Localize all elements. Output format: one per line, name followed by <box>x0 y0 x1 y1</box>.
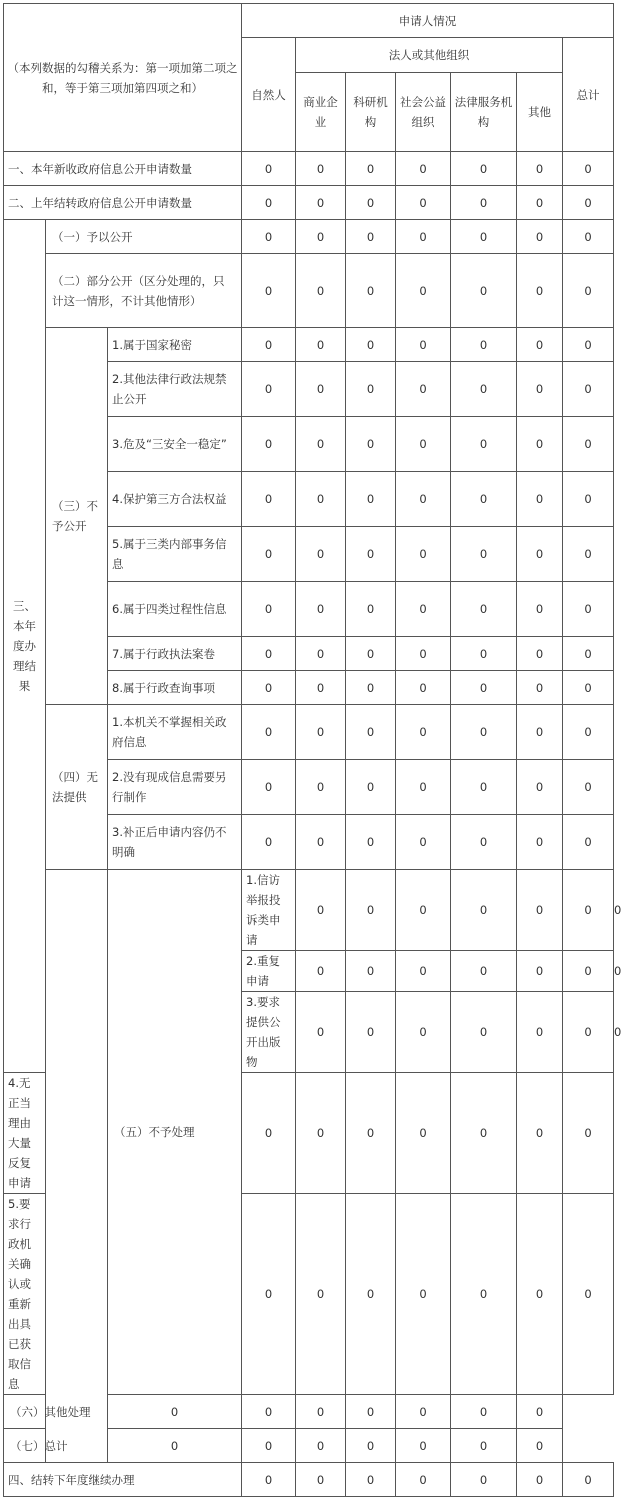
cell-value: 0 <box>296 472 346 527</box>
row-label: 一、本年新收政府信息公开申请数量 <box>4 152 242 186</box>
cell-value: 0 <box>346 220 396 254</box>
cell-value: 0 <box>517 582 563 637</box>
cell-value: 0 <box>396 637 451 671</box>
cell-value: 0 <box>346 951 396 992</box>
row-label: 4.保护第三方合法权益 <box>108 472 242 527</box>
cell-value: 0 <box>563 186 614 220</box>
cell-value: 0 <box>563 254 614 328</box>
cell-value: 0 <box>296 362 346 417</box>
cell-value: 0 <box>396 328 451 362</box>
cell-value: 0 <box>396 671 451 705</box>
cell-value: 0 <box>451 637 517 671</box>
cell-value: 0 <box>396 870 451 951</box>
cell-value: 0 <box>563 951 614 992</box>
cell-value: 0 <box>563 671 614 705</box>
cell-value: 0 <box>296 1395 346 1429</box>
row-label: 2.没有现成信息需要另行制作 <box>108 760 242 815</box>
cell-value: 0 <box>563 1073 614 1194</box>
cell-value: 0 <box>296 671 346 705</box>
cell-value: 0 <box>396 1463 451 1497</box>
cell-value: 0 <box>563 328 614 362</box>
header-note: （本列数据的勾稽关系为：第一项加第二项之和，等于第三项加第四项之和） <box>4 4 242 152</box>
cell-value: 0 <box>296 1194 346 1395</box>
row-label: （六）其他处理 <box>4 1395 108 1429</box>
cell-value: 0 <box>396 472 451 527</box>
row-label: （七）总计 <box>4 1429 108 1463</box>
cell-value: 0 <box>451 705 517 760</box>
cell-value: 0 <box>346 362 396 417</box>
table-row <box>4 1429 614 1463</box>
cell-value: 0 <box>451 186 517 220</box>
cell-value: 0 <box>346 705 396 760</box>
cell-value: 0 <box>242 328 296 362</box>
cell-value: 0 <box>296 1463 346 1497</box>
cell-value: 0 <box>242 1073 296 1194</box>
cell-value: 0 <box>451 1429 517 1463</box>
cell-value: 0 <box>563 1463 614 1497</box>
cell-value: 0 <box>517 1395 563 1429</box>
row-label: 5.属于三类内部事务信息 <box>108 527 242 582</box>
cell-value: 0 <box>296 705 346 760</box>
cell-value: 0 <box>517 870 563 951</box>
cell-value: 0 <box>563 992 614 1073</box>
cell-value: 0 <box>451 992 517 1073</box>
cell-value: 0 <box>451 417 517 472</box>
cell-value: 0 <box>563 1194 614 1395</box>
header-natural-person: 自然人 <box>242 38 296 152</box>
cell-value: 0 <box>563 362 614 417</box>
row-label: 6.属于四类过程性信息 <box>108 582 242 637</box>
cell-value: 0 <box>396 362 451 417</box>
cell-value: 0 <box>242 152 296 186</box>
cell-value: 0 <box>346 1395 396 1429</box>
cell-value: 0 <box>346 254 396 328</box>
cell-value: 0 <box>346 417 396 472</box>
cell-value: 0 <box>346 1194 396 1395</box>
cell-value: 0 <box>517 362 563 417</box>
cell-value: 0 <box>346 671 396 705</box>
cell-value: 0 <box>517 472 563 527</box>
header-legal-group: 法人或其他组织 <box>296 38 563 73</box>
cell-value: 0 <box>396 417 451 472</box>
table-row <box>4 1463 614 1497</box>
cell-value: 0 <box>451 582 517 637</box>
cell-value: 0 <box>517 671 563 705</box>
table-row: 2.重复申请 0 0 0 0 0 0 0 <box>4 951 614 992</box>
cell-value: 0 <box>396 220 451 254</box>
cell-value: 0 <box>296 328 346 362</box>
cell-value: 0 <box>396 1395 451 1429</box>
cell-value: 0 <box>563 870 614 951</box>
cell-value: 0 <box>296 1073 346 1194</box>
cell-value: 0 <box>396 815 451 870</box>
cell-value: 0 <box>517 1073 563 1194</box>
cell-value: 0 <box>346 870 396 951</box>
row-label: 四、结转下年度继续办理 <box>4 1463 242 1497</box>
header-other: 其他 <box>517 73 563 152</box>
header-business: 商业企业 <box>296 73 346 152</box>
table-row <box>4 254 614 328</box>
header-total: 总计 <box>563 38 614 152</box>
cell-value: 0 <box>346 815 396 870</box>
row-label: 1.属于国家秘密 <box>108 328 242 362</box>
cell-value: 0 <box>346 186 396 220</box>
cell-value: 0 <box>396 1073 451 1194</box>
cell-value: 0 <box>517 220 563 254</box>
cell-value: 0 <box>396 582 451 637</box>
cell-value: 0 <box>563 815 614 870</box>
cell-value: 0 <box>296 254 346 328</box>
cell-value: 0 <box>242 254 296 328</box>
cell-value: 0 <box>242 637 296 671</box>
cell-value: 0 <box>296 582 346 637</box>
row-label: 3.补正后申请内容仍不明确 <box>108 815 242 870</box>
cell-value: 0 <box>451 1073 517 1194</box>
cell-value: 0 <box>563 760 614 815</box>
cell-value: 0 <box>451 870 517 951</box>
cell-value: 0 <box>517 992 563 1073</box>
cell-value: 0 <box>346 1429 396 1463</box>
cell-value: 0 <box>242 582 296 637</box>
cell-value: 0 <box>296 637 346 671</box>
cell-value: 0 <box>346 582 396 637</box>
cell-value: 0 <box>451 951 517 992</box>
cell-value: 0 <box>346 152 396 186</box>
row-label: 8.属于行政查询事项 <box>108 671 242 705</box>
cell-value: 0 <box>296 870 346 951</box>
table-row: （五）不予处理 1.信访举报投诉类申请 0 0 0 0 0 0 0 <box>4 870 614 951</box>
cell-value: 0 <box>517 815 563 870</box>
cell-value: 0 <box>296 186 346 220</box>
cell-value: 0 <box>346 472 396 527</box>
table-row <box>4 328 614 362</box>
cell-value: 0 <box>296 1429 346 1463</box>
cell-value: 0 <box>451 1463 517 1497</box>
cell-value: 0 <box>563 582 614 637</box>
cell-value: 0 <box>346 1463 396 1497</box>
row-label: （一）予以公开 <box>46 220 242 254</box>
row-label: 5.要求行政机关确认或重新出具已获取信息 <box>4 1194 46 1395</box>
cell-value: 0 <box>396 760 451 815</box>
header-research: 科研机构 <box>346 73 396 152</box>
header-public-welfare: 社会公益组织 <box>396 73 451 152</box>
cell-value: 0 <box>396 186 451 220</box>
cell-value: 0 <box>296 815 346 870</box>
row-label: 3.要求提供公开出版物 <box>242 992 296 1073</box>
cell-value: 0 <box>242 220 296 254</box>
cell-value: 0 <box>346 992 396 1073</box>
cell-value: 0 <box>517 186 563 220</box>
cell-value: 0 <box>563 637 614 671</box>
cell-value: 0 <box>517 637 563 671</box>
cell-value: 0 <box>242 815 296 870</box>
table-row <box>4 705 614 760</box>
cell-value: 0 <box>451 671 517 705</box>
cell-value: 0 <box>451 1395 517 1429</box>
cell-value: 0 <box>242 472 296 527</box>
cell-value: 0 <box>242 362 296 417</box>
cell-value: 0 <box>242 760 296 815</box>
table-row <box>4 152 614 186</box>
info-disclosure-table <box>3 3 621 1497</box>
cell-value: 0 <box>296 951 346 992</box>
cell-value: 0 <box>563 417 614 472</box>
cell-value: 0 <box>451 1194 517 1395</box>
cell-value: 0 <box>517 328 563 362</box>
cell-value: 0 <box>451 815 517 870</box>
cell-value: 0 <box>517 152 563 186</box>
cell-value: 0 <box>451 220 517 254</box>
cell-value: 0 <box>296 760 346 815</box>
cell-value: 0 <box>108 1395 242 1429</box>
cell-value: 0 <box>296 417 346 472</box>
cell-value: 0 <box>517 527 563 582</box>
cell-value: 0 <box>517 1463 563 1497</box>
cell-value: 0 <box>242 527 296 582</box>
cell-value: 0 <box>296 220 346 254</box>
section-3-continuation <box>46 870 108 1463</box>
cell-value: 0 <box>346 760 396 815</box>
row-label: 7.属于行政执法案卷 <box>108 637 242 671</box>
cell-value: 0 <box>451 254 517 328</box>
cell-value: 0 <box>242 1194 296 1395</box>
cell-value: 0 <box>396 705 451 760</box>
cell-value: 0 <box>517 1194 563 1395</box>
cell-value: 0 <box>451 328 517 362</box>
cell-value: 0 <box>451 362 517 417</box>
cell-value: 0 <box>517 705 563 760</box>
row-label: 3.危及“三安全一稳定” <box>108 417 242 472</box>
row-label: 2.重复申请 <box>242 951 296 992</box>
cell-value: 0 <box>563 527 614 582</box>
cell-value: 0 <box>517 254 563 328</box>
cell-value: 0 <box>396 951 451 992</box>
table-row <box>4 1395 614 1429</box>
cell-value: 0 <box>296 152 346 186</box>
header-applicant: 申请人情况 <box>242 4 614 38</box>
table-row <box>4 186 614 220</box>
cell-value: 0 <box>346 637 396 671</box>
cell-value: 0 <box>242 417 296 472</box>
cell-value: 0 <box>396 527 451 582</box>
cell-value: 0 <box>242 186 296 220</box>
cell-value: 0 <box>517 951 563 992</box>
cell-value: 0 <box>396 1429 451 1463</box>
category-3-label: （三）不予公开 <box>46 328 108 705</box>
cell-value: 0 <box>563 152 614 186</box>
cell-value: 0 <box>517 1429 563 1463</box>
row-label: 二、上年结转政府信息公开申请数量 <box>4 186 242 220</box>
cell-value: 0 <box>451 472 517 527</box>
cell-value: 0 <box>296 527 346 582</box>
row-label: 1.本机关不掌握相关政府信息 <box>108 705 242 760</box>
cell-value: 0 <box>396 992 451 1073</box>
row-label: 2.其他法律行政法规禁止公开 <box>108 362 242 417</box>
cell-value: 0 <box>296 992 346 1073</box>
cell-value: 0 <box>242 671 296 705</box>
cell-value: 0 <box>108 1429 242 1463</box>
cell-value: 0 <box>346 328 396 362</box>
row-label: 4.无正当理由大量反复申请 <box>4 1073 46 1194</box>
cell-value: 0 <box>563 472 614 527</box>
cell-value: 0 <box>451 152 517 186</box>
cell-value: 0 <box>396 254 451 328</box>
cell-value: 0 <box>563 220 614 254</box>
category-5-label: （五）不予处理 <box>108 870 242 1395</box>
cell-value: 0 <box>563 705 614 760</box>
cell-value: 0 <box>517 417 563 472</box>
cell-value: 0 <box>242 1463 296 1497</box>
header-legal-service: 法律服务机构 <box>451 73 517 152</box>
cell-value: 0 <box>517 760 563 815</box>
cell-value: 0 <box>242 705 296 760</box>
section-3-label: 三、本年度办理结果 <box>4 220 46 1073</box>
cell-value: 0 <box>242 1429 296 1463</box>
table-row: 3.要求提供公开出版物 0 0 0 0 0 0 0 <box>4 992 614 1073</box>
category-4-label: （四）无法提供 <box>46 705 108 870</box>
table-row <box>4 220 614 254</box>
cell-value: 0 <box>242 1395 296 1429</box>
cell-value: 0 <box>451 527 517 582</box>
cell-value: 0 <box>346 527 396 582</box>
cell-value: 0 <box>451 760 517 815</box>
cell-value: 0 <box>346 1073 396 1194</box>
cell-value: 0 <box>396 152 451 186</box>
row-label: 1.信访举报投诉类申请 <box>242 870 296 951</box>
cell-value: 0 <box>396 1194 451 1395</box>
row-label: （二）部分公开（区分处理的，只计这一情形，不计其他情形） <box>46 254 242 328</box>
